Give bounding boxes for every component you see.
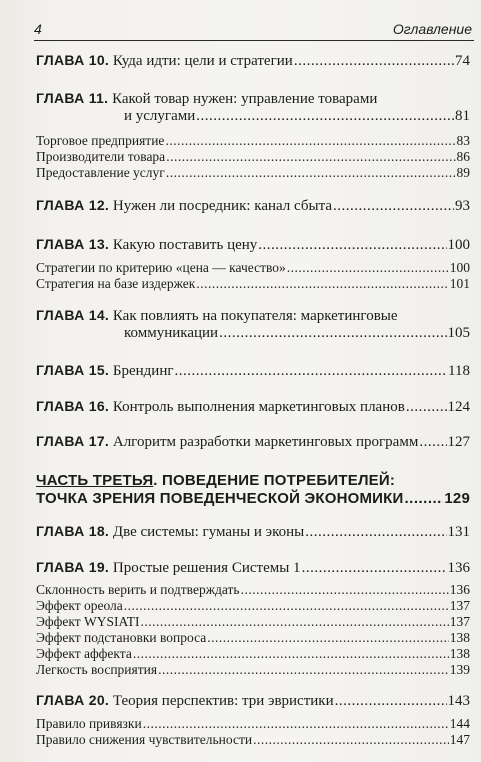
table-of-contents [36, 52, 470, 748]
running-title: Оглавление [392, 21, 472, 37]
toc-chapter-14: ГЛАВА 14. Как повлиять на покупателя: маркетинговые коммуникации ..... 105 [36, 307, 470, 342]
toc-chapter-10: ГЛАВА 10. Куда идти: цели и стратегии ..... 74 [36, 52, 470, 70]
toc-chapter-11: ГЛАВА 11. Какой товар нужен: управление товарами и услугами ..... 81 [36, 90, 470, 125]
toc-section: Эффект WYSIATI ..... 137 [36, 614, 470, 630]
toc-section: Эффект аффекта ..... 138 [36, 646, 470, 662]
toc-section: Склонность верить и подтверждать ..... 136 [36, 582, 470, 598]
chapter-title-cont: и услугами [124, 108, 196, 124]
toc-chapter-20: ГЛАВА 20. Теория перспектив: три эвристики ..... 143 [36, 692, 470, 710]
dot-leader [196, 108, 454, 125]
toc-chapter-18: ГЛАВА 18. Две системы: гуманы и эконы ..... 131 [36, 523, 470, 541]
toc-section: Предоставление услуг ..... 89 [36, 165, 470, 181]
dot-leader [294, 53, 454, 70]
toc-chapter-12: ГЛАВА 12. Нужен ли посредник: канал сбыта ..... 93 [36, 197, 470, 215]
toc-chapter-16: ГЛАВА 16. Контроль выполнения маркетинговых планов ..... 124 [36, 398, 470, 416]
toc-section: Правило снижения чувствительности ..... 147 [36, 732, 470, 748]
toc-section: Правило привязки ..... 144 [36, 716, 470, 732]
chapter-title: Куда идти: цели и стратегии [112, 53, 293, 69]
toc-section: Эффект подстановки вопроса ..... 138 [36, 630, 470, 646]
toc-section: Эффект ореола ..... 137 [36, 598, 470, 614]
page-ref: 74 [455, 53, 470, 69]
toc-chapter-17: ГЛАВА 17. Алгоритм разработки маркетинговых программ ..... 127 [36, 433, 470, 451]
toc-section: Стратегии по критерию «цена — качество» ..... 100 [36, 260, 470, 276]
page-header [34, 20, 474, 41]
part-number: ЧАСТЬ ТРЕТЬЯ [36, 472, 154, 489]
page-number: 4 [34, 21, 42, 37]
toc-section: Стратегия на базе издержек ..... 101 [36, 276, 470, 292]
toc-section: Торговое предприятие ..... 83 [36, 133, 470, 149]
toc-chapter-19: ГЛАВА 19. Простые решения Системы 1 ..... 136 [36, 559, 470, 577]
toc-chapter-15: ГЛАВА 15. Брендинг ..... 118 [36, 362, 470, 380]
toc-section: Легкость восприятия ..... 139 [36, 662, 470, 678]
page-ref: 81 [455, 108, 470, 124]
toc-chapter-13: ГЛАВА 13. Какую поставить цену ..... 100 [36, 236, 470, 254]
toc-part-three: ЧАСТЬ ТРЕТЬЯ. ПОВЕДЕНИЕ ПОТРЕБИТЕЛЕЙ: ТОЧКА ЗРЕНИЯ ПОВЕДЕНЧЕСКОЙ ЭКОНОМИКИ ..... 129 [36, 472, 470, 508]
toc-section: Производители товара ..... 86 [36, 149, 470, 165]
chapter-title: Какой товар нужен: управление товарами [112, 91, 378, 107]
